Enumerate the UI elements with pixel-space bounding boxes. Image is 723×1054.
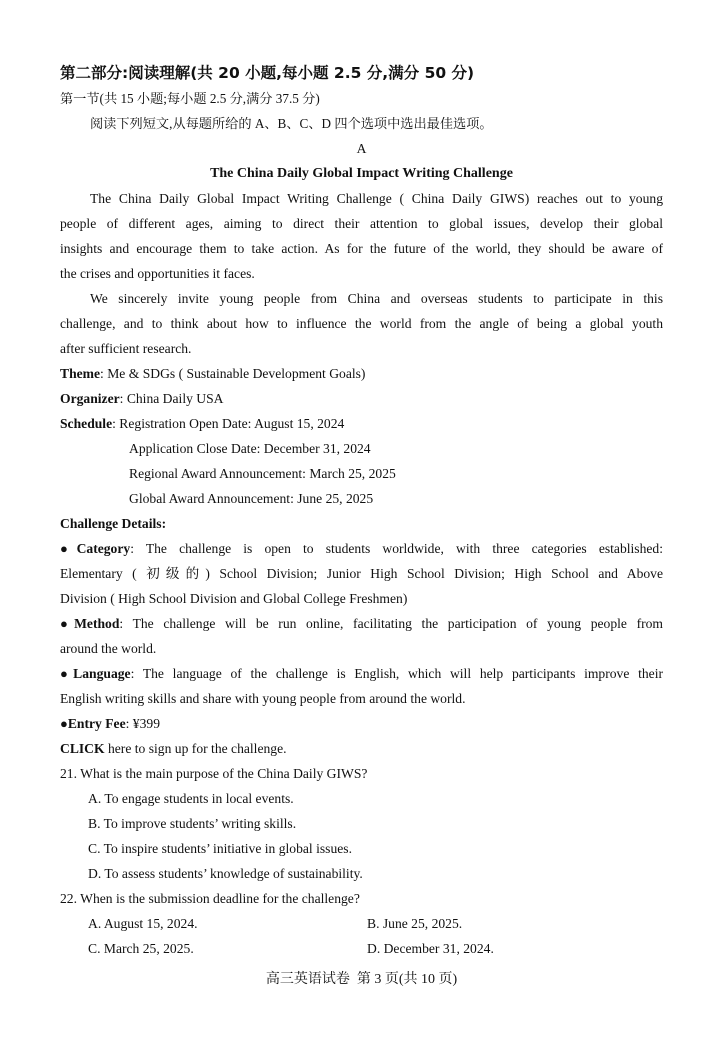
bullet-icon: ● [60, 716, 68, 731]
section-title: 第一节(共 15 小题;每小题 2.5 分,满分 37.5 分) [60, 91, 320, 106]
schedule-item-3: Regional Award Announcement: March 25, 2025 [129, 466, 396, 481]
click-row [60, 739, 287, 759]
entry-fee-row [60, 714, 160, 734]
q21-option-c: C. To inspire students’ initiative in global issues. [88, 841, 352, 856]
bullet-icon: ● [60, 616, 75, 631]
bullet-icon: ● [60, 541, 77, 556]
q21-option-b: B. To improve students’ writing skills. [88, 816, 297, 831]
theme-value: : Me & SDGs ( Sustainable Development Goals) [100, 366, 366, 381]
method-label: Method [74, 616, 120, 631]
q21-option-a: A. To engage students in local events. [88, 791, 294, 806]
entry-fee-value: : ¥399 [125, 716, 160, 731]
theme-row [60, 364, 365, 384]
category-text-1: : The challenge is open to students worldwide, with three categories established: [130, 541, 663, 556]
q21-stem: 21. What is the main purpose of the China Daily GIWS? [60, 766, 368, 781]
bullet-icon: ● [60, 666, 74, 681]
schedule-item-4: Global Award Announcement: June 25, 2025 [129, 491, 374, 506]
instruction: 阅读下列短文,从每题所给的 A、B、C、D 四个选项中选出最佳选项。 [90, 116, 493, 131]
para1-line3: insights and encourage them to take action. As for the future of the world, they should be aware of [60, 241, 663, 256]
language-line2: English writing skills and share with young people from around the world. [60, 691, 466, 706]
click-link[interactable]: CLICK [60, 741, 105, 756]
language-line1 [60, 664, 663, 684]
method-line1 [60, 614, 663, 634]
method-line2: around the world. [60, 641, 157, 656]
page-footer: 高三英语试卷 第 3 页(共 10 页) [265, 972, 458, 987]
challenge-details-label: Challenge Details: [60, 516, 167, 531]
para1-line2: people of different ages, aiming to direct their attention to global issues, develop their global [60, 216, 663, 231]
q22-option-d: D. December 31, 2024. [367, 941, 494, 956]
q22-option-a: A. August 15, 2024. [88, 916, 198, 931]
schedule-row [60, 414, 344, 434]
schedule-label: Schedule [60, 416, 113, 431]
para1-line1: The China Daily Global Impact Writing Challenge ( China Daily GIWS) reaches out to young [90, 191, 663, 206]
para2-line2: challenge, and to think about how to influence the world from the angle of being a global youth [60, 316, 663, 331]
method-text-1: : The challenge will be run online, facilitating the participation of young people from [119, 616, 663, 631]
schedule-item-2: Application Close Date: December 31, 2024 [129, 441, 371, 456]
entry-fee-label: Entry Fee [67, 716, 126, 731]
passage-letter: A [356, 141, 367, 156]
category-line1 [60, 539, 663, 559]
q22-option-c: C. March 25, 2025. [88, 941, 194, 956]
passage-title: The China Daily Global Impact Writing Challenge [210, 166, 513, 181]
q22-stem: 22. When is the submission deadline for the challenge? [60, 891, 360, 906]
part-title: 第二部分:阅读理解(共 20 小题,每小题 2.5 分,满分 50 分) [60, 64, 475, 82]
para2-line1: We sincerely invite young people from China and overseas students to participate in this [90, 291, 663, 306]
category-line2: Elementary ( 初级的) School Division; Junior High School Division; High School and Above [60, 566, 663, 581]
para2-line3: after sufficient research. [60, 341, 192, 356]
category-label: Category [76, 541, 131, 556]
category-line3: Division ( High School Division and Global College Freshmen) [60, 591, 408, 606]
organizer-value: : China Daily USA [119, 391, 224, 406]
organizer-row [60, 389, 223, 409]
q21-option-d: D. To assess students’ knowledge of sustainability. [88, 866, 363, 881]
para1-line4: the crises and opportunities it faces. [60, 266, 255, 281]
language-text-1: : The language of the challenge is English, which will help participants improve their [130, 666, 663, 681]
theme-label: Theme [60, 366, 101, 381]
organizer-label: Organizer [60, 391, 120, 406]
q22-option-b: B. June 25, 2025. [367, 916, 463, 931]
click-text: here to sign up for the challenge. [104, 741, 287, 756]
schedule-item-1: : Registration Open Date: August 15, 2024 [112, 416, 345, 431]
language-label: Language [73, 666, 131, 681]
